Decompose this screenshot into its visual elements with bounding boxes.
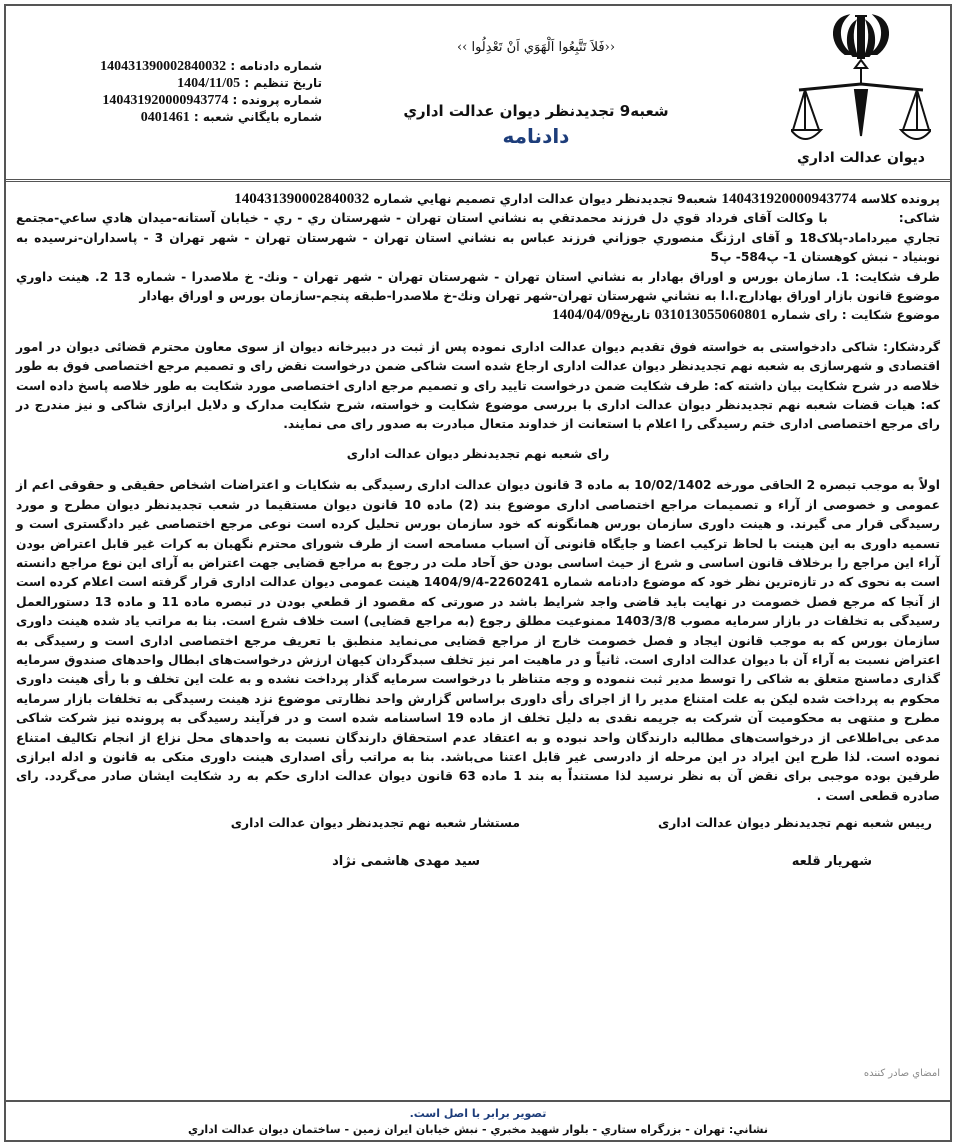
document-body xyxy=(6,184,950,1096)
plaintiff-label: شاکی: xyxy=(898,211,941,226)
meta-ruling-number: شماره دادنامه : 140431390002840032 xyxy=(100,59,322,74)
document-footer xyxy=(6,1100,950,1140)
ruling-text: اولاً به موجب تبصره 2 الحاقی مورخه 10/02/1402 به ماده 3 قانون ديوان عدالت اداری رسيدگی به شکايات و اعتراضات اشخاص حقيقی و حقوقی اعم از عمومی و خصوصی از آراء و تصميمات مراجع اختصاصی اداری موضوع بند (2) ماده 10 قانون ديوان مستقيما در شعب تجديدنظر ديوان مطرح و مورد رسيدگی قرار می گيرند. و هينت داوری سازمان بورس همانگونه که خود سازمان بورس تحليل کرده است نوعی مرجع اختصاصی غير دادگستری است و تسميه داوری به اين هينت با لحاظ ترکيب اعضا و جايگاه قانونی آن اسباب مسامحه است از طرف شورای محترم نگهبان به کرات غير قابل اعتراض بودن آراء اين مراجع را برخلاف قانون اساسی و شرع از حيث اساسی بودن حق آحاد ملت در رجوع به مراجع قضايی جهت اعتراض به آرای اين نوع مراجع دانسته است به نحوی که در تازه‌ترين نظر خود که موضوع دادنامه شماره 2260241-1404/9/4 هينت عمومی ديوان عدالت اداری قرار گرفته است اعلام کرده است از آنجا که مرجع فصل خصومت در نهايت بايد قاضی واجد شرايط باشد در صورتی که مقصود از قطعي بودن در تبصره ماده 11 و ماده 13 دستورالعمل رسيدگی به تخلفات در بازار سرمايه مصوب 1403/3/8 ممنوعيت مطلق رجوع (به مراجع قضايی) است خلاف شرع است. بنا به مراتب ياد شده هينت داوری سازمان بورس که به موجب قانون ايجاد و فصل خصومت خارج از مراجع قضايی می‌نمايد منطبق با تعريف مرجع اختصاصی اداری است و رسيدگی به اعتراض نسبت به آراء آن با ديوان عدالت اداری است. ثانياً و در ماهيت امر نيز تخلف سبدگردان کيهان ارزش درخواست‌های ابطال واحدهای صندوق سرمايه گذاری دماسنج متعلق به شاکی را توسط مدير ثبت ننموده و وجه متناظر با درخواست سرمايه گذار پرداخت نشده و به علت اين تخلف و با رأی هينت داوری محکوم به پرداخت شده ليکن به علت امتناع مدير را از اجرای رأی داوری براساس گزارش واحد نظارتی موضوع نزد هينت رسيدگی به تخلفات بازار سرمايه مطرح و منتهی به محکوميت آن شرکت به جريمه نقدی به دليل تخلف از ماده 19 اساسنامه شده است و در فرآيند رسيدگی به پرونده نيز شرکت شاکی مدعی بی‌اطلاعی از درخواست‌های مطالبه دارندگان واحد نبوده و به اعتقاد عدم استحقاق دارندگان نسبت به واحدهای محل نزاع از انجام تکاليف امتناع نموده است. لذا طرح اين ايراد در اين مرحله از دادرسی غير قابل اعتنا می‌باشد. بنا به مراتب رأی اصداری هينت داوری متکی به قانون و ادله ابرازی طرفين بوده موجبی برای نقض آن به نظر نرسيد لذا مستنداً به بند 1 ماده 63 قانون ديوان عدالت اداری حکم به رد شکايت ايشان صادر می‌گردد. رای صادره قطعی است . xyxy=(16,478,941,803)
signature-name: شهريار قلعه xyxy=(791,853,872,869)
emblem-label: ديوان عدالت اداري xyxy=(797,150,925,166)
signature-counselor xyxy=(190,814,520,871)
subject-date: 1404/04/09 xyxy=(552,307,621,324)
signature-branch-head xyxy=(602,814,932,871)
plaintiff-text: با وکالت آقای فرداد قوي دل فرزند محمدتقي به نشاني استان تهران - شهرستان ري - ري - خيابان آستانه-ميدان هادي ساعي-مجتمع تجاري ميرداماد-پلاک18 و آقای ارژنگ منصوري جوزاني فرزند عباس به نشاني استان تهران - شهرستان تهران - شهر تهران 3 - پاسداران-نرسيده به نوبنياد - نبش کوهستان 1- پ584- پ5 xyxy=(16,211,940,265)
subject-ruling-number: 031013055060801 xyxy=(654,307,767,324)
narrative-text: شاکی دادخواستی به خواسته فوق تقديم ديوان عدالت اداری نموده پس از ثبت در دبيرخانه ديوان از سوی معاون محترم قضائی ديوان در امور اقتصادی و شهرسازی به شعبه نهم تجديدنظر ديوان عدالت اداری ارجاع شده است شاکی ضمن درخواست نقض رای و تصميم مرجع اختصاصی فوق به طور خلاصه در شرح شکايت بيان داشته که: طرف شکايت ضمن درخواست تاييد رای و تصميم مرجع اداری اختصاصی مورد شکايت به طور خلاصه پاسخ داده است که: هيات قضات شعبه نهم تجديدنظر ديوان عدالت اداری با بررسی موضوع شکايت و خواسته، شرح شکايت مدارک و دلايل ابرازی شاکی و نيز مندرج در رای مرجع اختصاصی اداری ختم رسيدگی را اعلام با استعانت از خداوند متعال مبادرت به صدور رای می نمايند. xyxy=(16,339,940,432)
narrative-label: گردشکار: xyxy=(883,339,941,354)
meta-case-number: شماره پرونده : 140431920000943774 xyxy=(102,93,322,108)
document-metadata xyxy=(86,58,322,126)
respondent-section xyxy=(16,268,940,307)
document-title: دادنامه xyxy=(502,124,570,148)
justice-scales-emblem-icon xyxy=(791,12,931,152)
respondent-text: 1. سازمان بورس و اوراق بهادار به نشاني استان تهران - شهرستان تهران - شهر تهران - ونك- خ ملاصدرا - شماره 13 2. هينت داوري موضوع قانون بازار اوراق بهادارج.ا.ا به نشاني شهرستان تهران-شهر تهران ونك-خ ملاصدرا-طبقه پنجم-سازمان بورس و اوراق بهادار xyxy=(16,269,940,304)
narrative-section xyxy=(16,338,940,435)
subject-label: موضوع شکايت : xyxy=(841,308,940,323)
ruling-document xyxy=(4,4,952,1142)
plaintiff-section xyxy=(16,209,940,267)
subject-section: موضوع شکايت : رای شماره 031013055060801 تاريخ1404/04/09 xyxy=(552,307,940,324)
signature-title: مستشار شعبه نهم تجديدنظر ديوان عدالت اداری xyxy=(230,816,520,831)
meta-issue-date: تاريخ تنظيم : 1404/11/05 xyxy=(177,76,322,91)
case-file-line: پرونده کلاسه 140431920000943774 شعبه9 تجديدنظر ديوان عدالت اداري تصميم نهايي شماره 140431390002840032 xyxy=(234,191,940,207)
true-copy-note: تصوير برابر با اصل است. xyxy=(409,1107,547,1120)
document-header xyxy=(6,6,950,182)
respondent-label: طرف شکايت: xyxy=(854,269,940,284)
court-address: نشاني: تهران - بزرگراه ستاري - بلوار شهيد مخبري - نبش خيابان ايران زمين - ساختمان ديوان عدالت اداري xyxy=(188,1123,768,1136)
signature-title: رييس شعبه نهم تجديدنظر ديوان عدالت اداری xyxy=(657,816,932,831)
court-emblem xyxy=(786,12,936,180)
quran-verse: ‹‹فَلاَ تَتَّبِعُوا اَلْهَوَي اَنْ تَعْدِلُوا ›› xyxy=(456,40,616,55)
branch-title: شعبه9 تجديدنظر ديوان عدالت اداري xyxy=(403,102,669,120)
meta-archive-number: شماره بايگاني شعبه : 0401461 xyxy=(140,110,322,125)
ruling-heading: رای شعبه نهم تجديدنظر ديوان عدالت اداری xyxy=(346,446,610,461)
signature-block xyxy=(16,814,940,954)
signature-name: سيد مهدی هاشمی نژاد xyxy=(332,853,480,869)
issuer-signature-label: امضاي صادر کننده xyxy=(863,1068,940,1079)
